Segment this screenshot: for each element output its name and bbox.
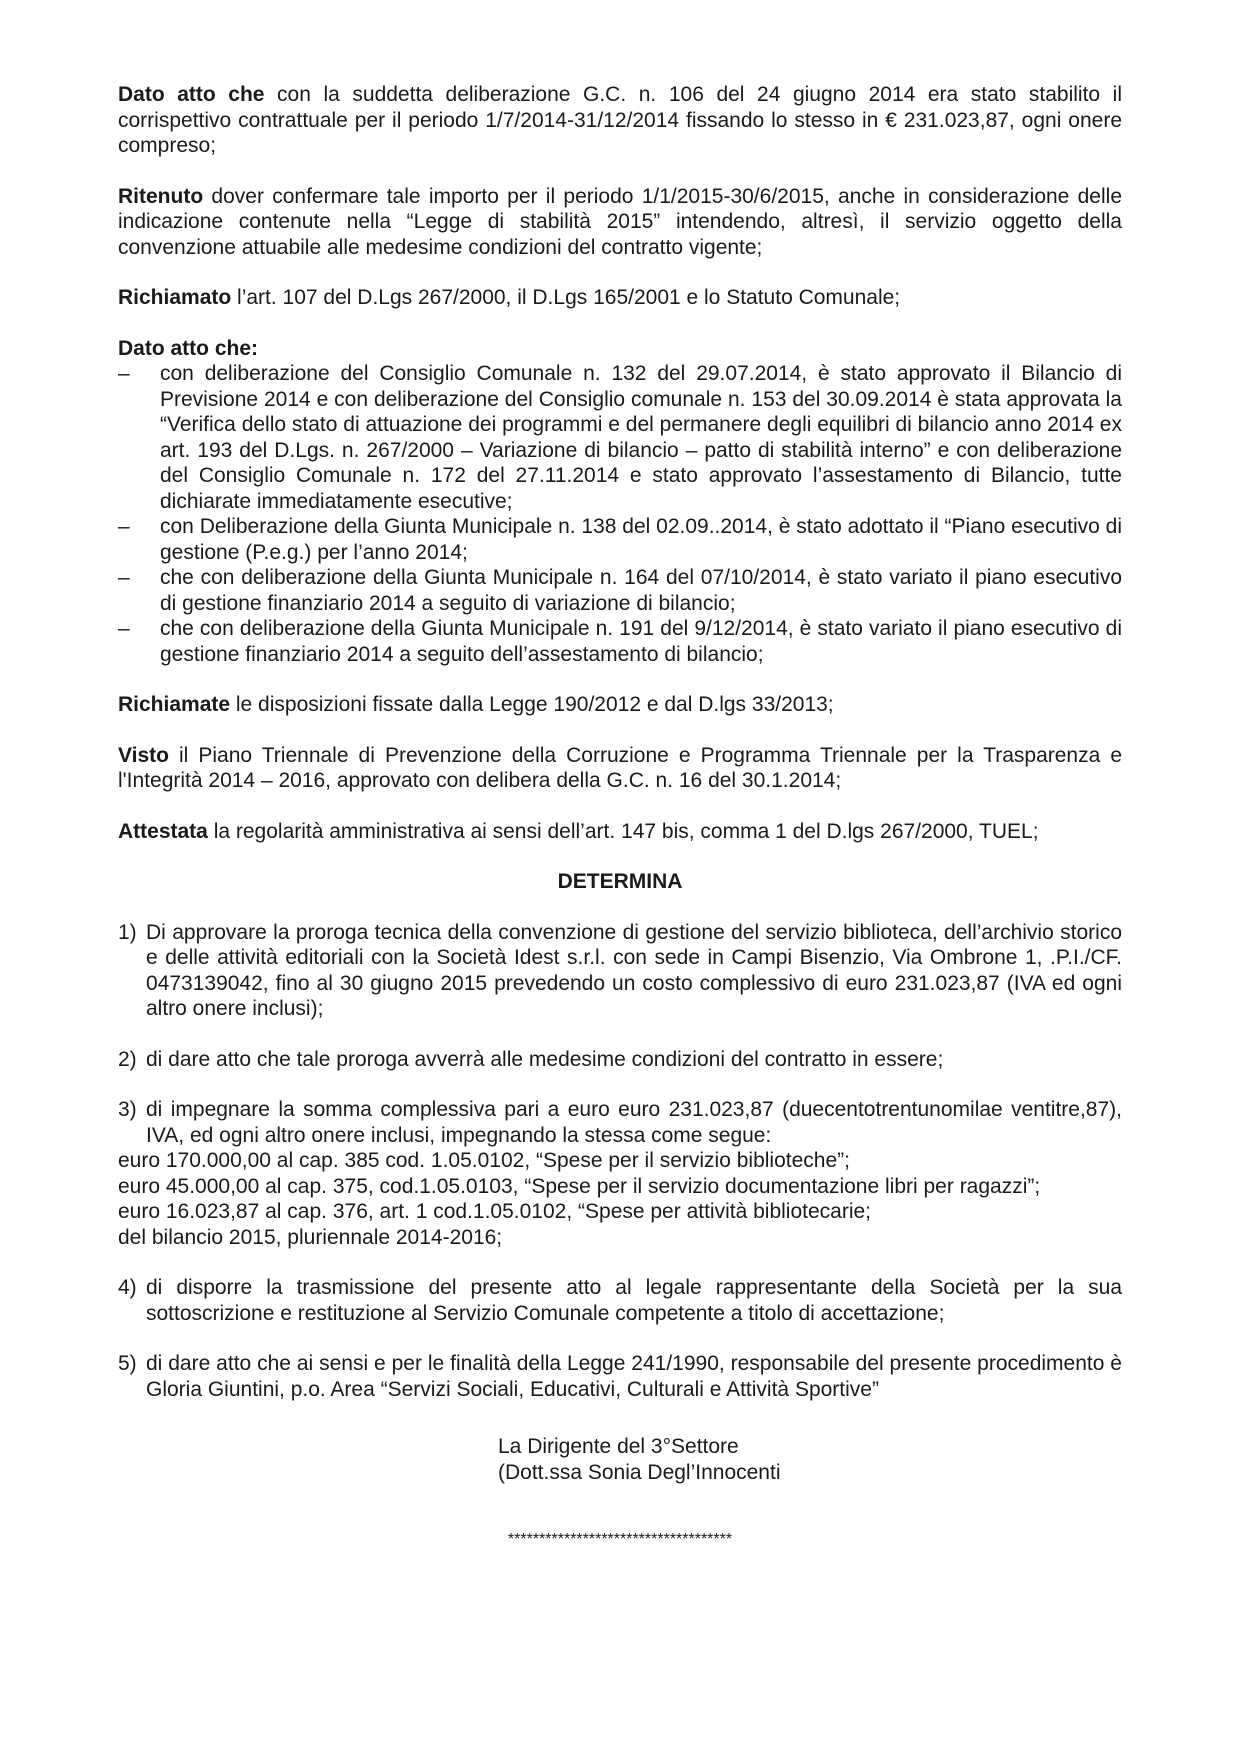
determina-item-4: 4) di disporre la trasmissione del presente atto al legale rappresentante della Società per la sua sottoscrizione e restituzione al Servizio Comunale competente a titolo di accettazione;	[118, 1276, 1122, 1325]
budget-line: euro 16.023,87 al cap. 376, art. 1 cod.1.05.0102, “Spese per attività bibliotecarie;	[118, 1200, 871, 1223]
budget-line: del bilancio 2015, pluriennale 2014-2016;	[118, 1225, 503, 1249]
determina-title: DETERMINA	[557, 870, 683, 893]
paragraph-visto: Visto il Piano Triennale di Prevenzione della Corruzione e Programma Triennale per la Trasparenza e l'Integrità 2014 – 2016, approvato con delibera della G.C. n. 16 del 30.1.2014;	[118, 743, 1122, 792]
list-item: – con deliberazione del Consiglio Comunale n. 132 del 29.07.2014, è stato approvato il Bilancio di Previsione 2014 e con deliberazione del Consiglio comunale n. 153 del 30.09.2014 è stata approvata la “Verifica dello stato di attuazione dei programmi e del permanere degli equilibri di bilancio anno 2014 ex art. 193 del D.Lgs. n. 267/2000 – Variazione di bilancio – patto di stabilità interno” e con deliberazione del Consiglio Comunale n. 172 del 27.11.2014 e stato approvato l’assestamento di Bilancio, tutte dichiarate immediatamente esecutive;	[118, 362, 1122, 513]
budget-line: euro 45.000,00 al cap. 375, cod.1.05.0103, “Spese per il servizio documentazione libri per ragazzi”;	[118, 1174, 1041, 1198]
document-page	[118, 82, 1122, 1553]
dash-list	[118, 361, 1122, 667]
separator-stars: ************************************	[507, 1531, 733, 1548]
paragraph-richiamato: Richiamato l’art. 107 del D.Lgs 267/2000, il D.Lgs 165/2001 e lo Statuto Comunale;	[118, 286, 901, 309]
budget-line: euro 170.000,00 al cap. 385 cod. 1.05.0102, “Spese per il servizio biblioteche”;	[118, 1149, 850, 1172]
budget-lines	[118, 1148, 1122, 1250]
paragraph-ritenuto: Ritenuto dover confermare tale importo per il periodo 1/1/2015-30/6/2015, anche in considerazione delle indicazione contenute nella “Legge di stabilità 2015” intendendo, altresì, il servizio oggetto della convenzione attuabile alle medesime condizioni del contratto vigente;	[118, 184, 1122, 259]
paragraph-dato-atto: Dato atto che con la suddetta deliberazione G.C. n. 106 del 24 giugno 2014 era stato stabilito il corrispettivo contrattuale per il periodo 1/7/2014-31/12/2014 fissando lo stesso in € 231.023,87, ogni onere compreso;	[118, 83, 1122, 157]
paragraph-richiamate: Richiamate le disposizioni fissate dalla Legge 190/2012 e dal D.lgs 33/2013;	[118, 693, 834, 716]
signature-name: (Dott.ssa Sonia Degl’Innocenti	[498, 1460, 781, 1484]
determina-list	[118, 920, 1122, 1403]
determina-item-3: 3) di impegnare la somma complessiva pari a euro euro 231.023,87 (duecentotrentunomilae ventitre,87), IVA, ed ogni altro onere inclusi, impegnando la stessa come segue: euro 170.000,00 al cap. 385 cod. 1.05.0102, “Spese per il servizio biblioteche”; euro 45.000,00 al cap. 375, cod.1.05.0103, “Spese per il servizio documentazione libri per ragazzi”; euro 16.023,87 al cap. 376, art. 1 cod.1.05.0102, “Spese per attività bibliotecarie; del bilancio 2015, pluriennale 2014-2016;	[118, 1098, 1122, 1249]
list-item: – che con deliberazione della Giunta Municipale n. 191 del 9/12/2014, è stato variato il piano esecutivo di gestione finanziario 2014 a seguito dell’assestamento di bilancio;	[118, 617, 1122, 666]
heading-dato-atto-che: Dato atto che:	[118, 336, 259, 360]
signature-title: La Dirigente del 3°Settore	[498, 1435, 739, 1458]
list-item: – con Deliberazione della Giunta Municipale n. 138 del 02.09..2014, è stato adottato il “Piano esecutivo di gestione (P.e.g.) per l’anno 2014;	[118, 515, 1122, 564]
determina-item-1: 1) Di approvare la proroga tecnica della convenzione di gestione del servizio biblioteca, dell’archivio storico e delle attività editoriali con la Società Idest s.r.l. con sede in Campi Bisenzio, Via Ombrone 1, .P.I./CF. 0473139042, fino al 30 giugno 2015 prevedendo un costo complessivo di euro 231.023,87 (IVA ed ogni altro onere inclusi);	[118, 920, 1122, 1020]
signature-block	[498, 1434, 1122, 1485]
determina-item-5: 5) di dare atto che ai sensi e per le finalità della Legge 241/1990, responsabile del presente procedimento è Gloria Giuntini, p.o. Area “Servizi Sociali, Educativi, Culturali e Attività Sportive”	[118, 1352, 1122, 1401]
list-item: – che con deliberazione della Giunta Municipale n. 164 del 07/10/2014, è stato variato il piano esecutivo di gestione finanziario 2014 a seguito di variazione di bilancio;	[118, 566, 1122, 615]
determina-item-2: 2) di dare atto che tale proroga avverrà alle medesime condizioni del contratto in essere;	[118, 1047, 944, 1071]
paragraph-attestata: Attestata la regolarità amministrativa ai sensi dell’art. 147 bis, comma 1 del D.lgs 267/2000, TUEL;	[118, 819, 1039, 843]
